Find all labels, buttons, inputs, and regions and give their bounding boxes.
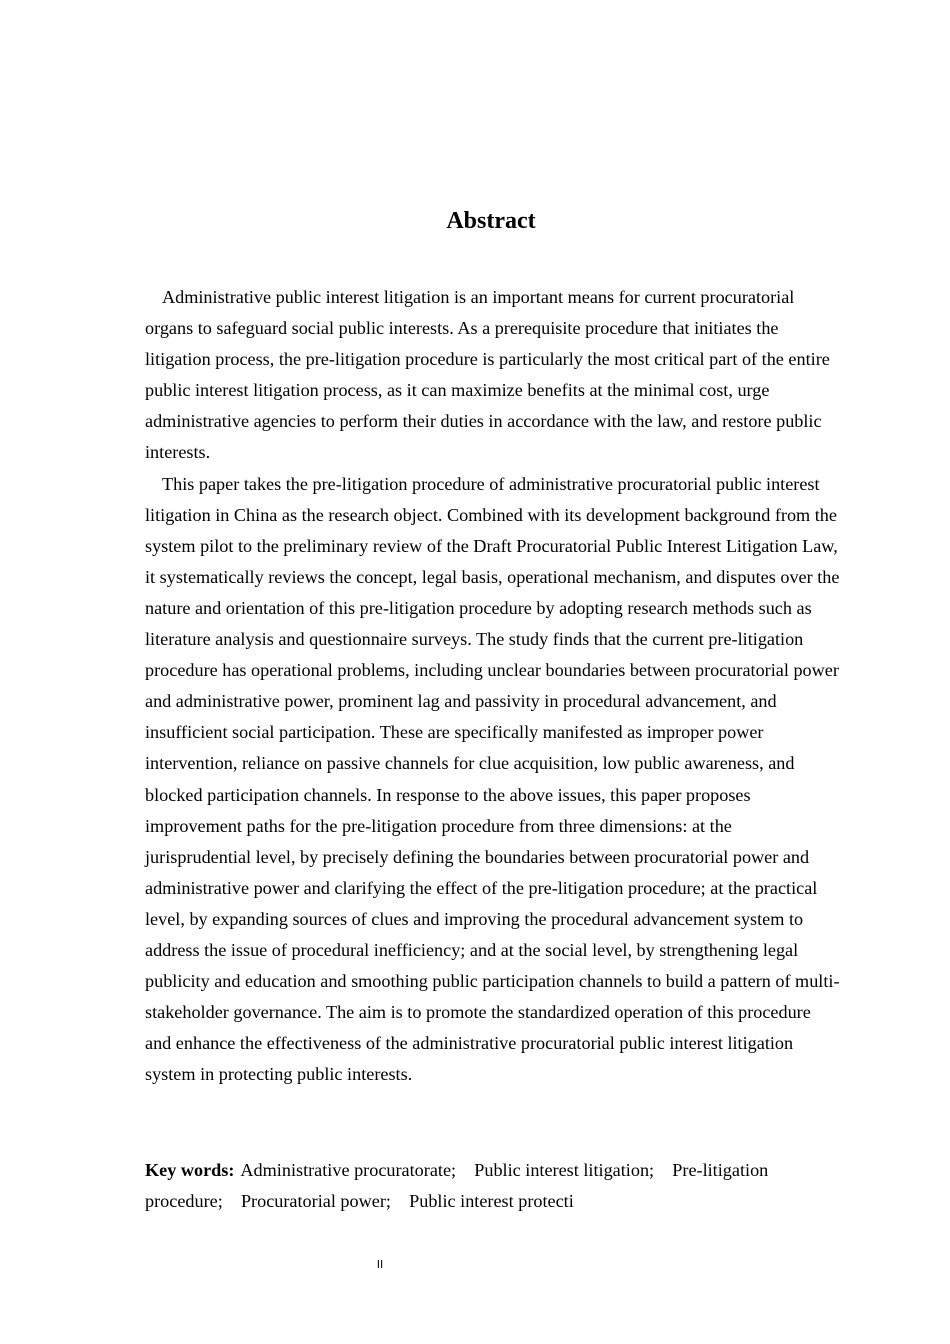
page-title: Abstract (446, 208, 536, 234)
abstract-paragraph-2: This paper takes the pre-litigation procedure of administrative procuratorial public interest litigation in China as the research object. Combined with its development background from the system pilot to the preliminary review of the Draft Procuratorial Public Interest Litigation Law, it systematically reviews the concept, legal basis, operational mechanism, and disputes over the nature and orientation of this pre-litigation procedure by adopting research methods such as literature analysis and questionnaire surveys. The study finds that the current pre-litigation procedure has operational problems, including unclear boundaries between procuratorial power and administrative power, prominent lag and passivity in procedural advancement, and insufficient social participation. These are specifically manifested as improper power intervention, reliance on passive channels for clue acquisition, low public awareness, and blocked participation channels. In response to the above issues, this paper proposes improvement paths for the pre-litigation procedure from three dimensions: at the jurisprudential level, by precisely defining the boundaries between procuratorial power and administrative power and clarifying the effect of the pre-litigation procedure; at the practical level, by expanding sources of clues and improving the procedural advancement system to address the issue of procedural inefficiency; and at the social level, by strengthening legal publicity and education and smoothing public participation channels to build a pattern of multi-stakeholder governance. The aim is to promote the standardized operation of this procedure and enhance the effectiveness of the administrative procuratorial public interest litigation system in protecting public interests. (145, 473, 840, 1085)
keywords-list: Administrative procuratorate; Public interest litigation; Pre-litigation procedure; Procuratorial power; Public interest protecti (145, 1160, 769, 1212)
abstract-body (145, 282, 841, 1090)
page-number: II (376, 1258, 384, 1271)
keywords-label: Key words: (145, 1160, 235, 1180)
keywords-section (145, 1155, 841, 1217)
abstract-paragraph-1: Administrative public interest litigation is an important means for current procuratorial organs to safeguard social public interests. As a prerequisite procedure that initiates the litigation process, the pre-litigation procedure is particularly the most critical part of the entire public interest litigation process, as it can maximize benefits at the minimal cost, urge administrative agencies to perform their duties in accordance with the law, and restore public interests. (145, 287, 830, 463)
